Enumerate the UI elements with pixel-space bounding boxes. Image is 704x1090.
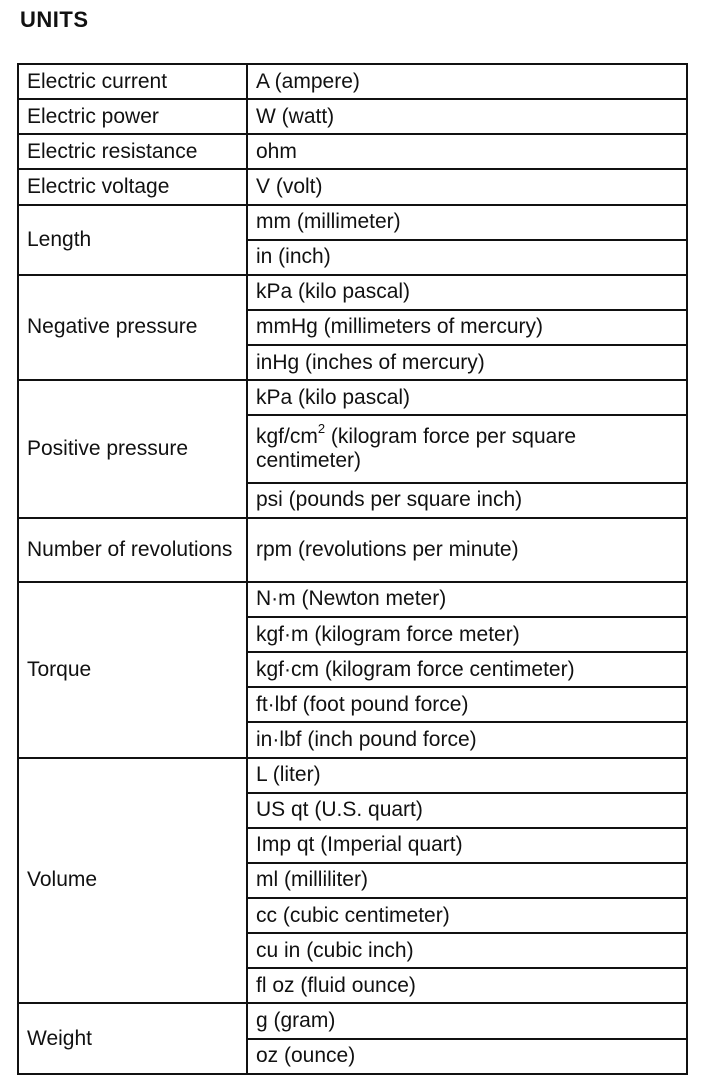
table-row [18,1003,687,1038]
quantity-cell: Weight [18,1003,247,1074]
unit-cell: ft·lbf (foot pound force) [247,687,687,722]
unit-cell: mmHg (millimeters of mercury) [247,310,687,345]
quantity-cell: Electric power [18,99,247,134]
table-row [18,518,687,582]
units-table [17,63,688,1075]
unit-cell: kPa (kilo pascal) [247,380,687,415]
unit-cell: rpm (revolutions per minute) [247,518,687,582]
table-row [18,169,687,204]
unit-cell: fl oz (fluid ounce) [247,968,687,1003]
unit-cell: oz (ounce) [247,1039,687,1074]
unit-cell: ohm [247,134,687,169]
unit-cell: V (volt) [247,169,687,204]
quantity-cell: Length [18,205,247,275]
unit-cell: mm (millimeter) [247,205,687,240]
table-row [18,134,687,169]
table-row [18,758,687,793]
unit-symbol: kgf/cm [256,424,318,448]
table-row [18,275,687,310]
quantity-cell: Electric resistance [18,134,247,169]
unit-cell: in (inch) [247,240,687,275]
unit-cell: W (watt) [247,99,687,134]
unit-description: (kilogram force per square centimeter) [256,424,577,472]
unit-cell: L (liter) [247,758,687,793]
quantity-cell: Number of revolutions [18,518,247,582]
unit-cell: N·m (Newton meter) [247,582,687,617]
unit-cell: g (gram) [247,1003,687,1038]
unit-cell: psi (pounds per square inch) [247,483,687,518]
table-row [18,205,687,240]
unit-cell: inHg (inches of mercury) [247,345,687,380]
page-title: UNITS [20,7,89,32]
unit-cell: kgf·cm (kilogram force centimeter) [247,652,687,687]
unit-cell: A (ampere) [247,64,687,99]
table-row [18,99,687,134]
quantity-cell: Electric current [18,64,247,99]
table-row [18,64,687,99]
table-row [18,380,687,415]
unit-cell: kPa (kilo pascal) [247,275,687,310]
unit-cell: in·lbf (inch pound force) [247,722,687,757]
unit-cell [247,415,687,482]
table-row [18,582,687,617]
quantity-cell: Electric voltage [18,169,247,204]
unit-exponent: 2 [317,420,326,436]
unit-cell: ml (milliliter) [247,863,687,898]
quantity-cell: Volume [18,758,247,1004]
quantity-cell: Negative pressure [18,275,247,380]
unit-cell: kgf·m (kilogram force meter) [247,617,687,652]
quantity-cell: Torque [18,582,247,758]
unit-cell: cu in (cubic inch) [247,933,687,968]
unit-cell: Imp qt (Imperial quart) [247,828,687,863]
quantity-cell: Positive pressure [18,380,247,518]
unit-cell: US qt (U.S. quart) [247,793,687,828]
unit-cell: cc (cubic centimeter) [247,898,687,933]
